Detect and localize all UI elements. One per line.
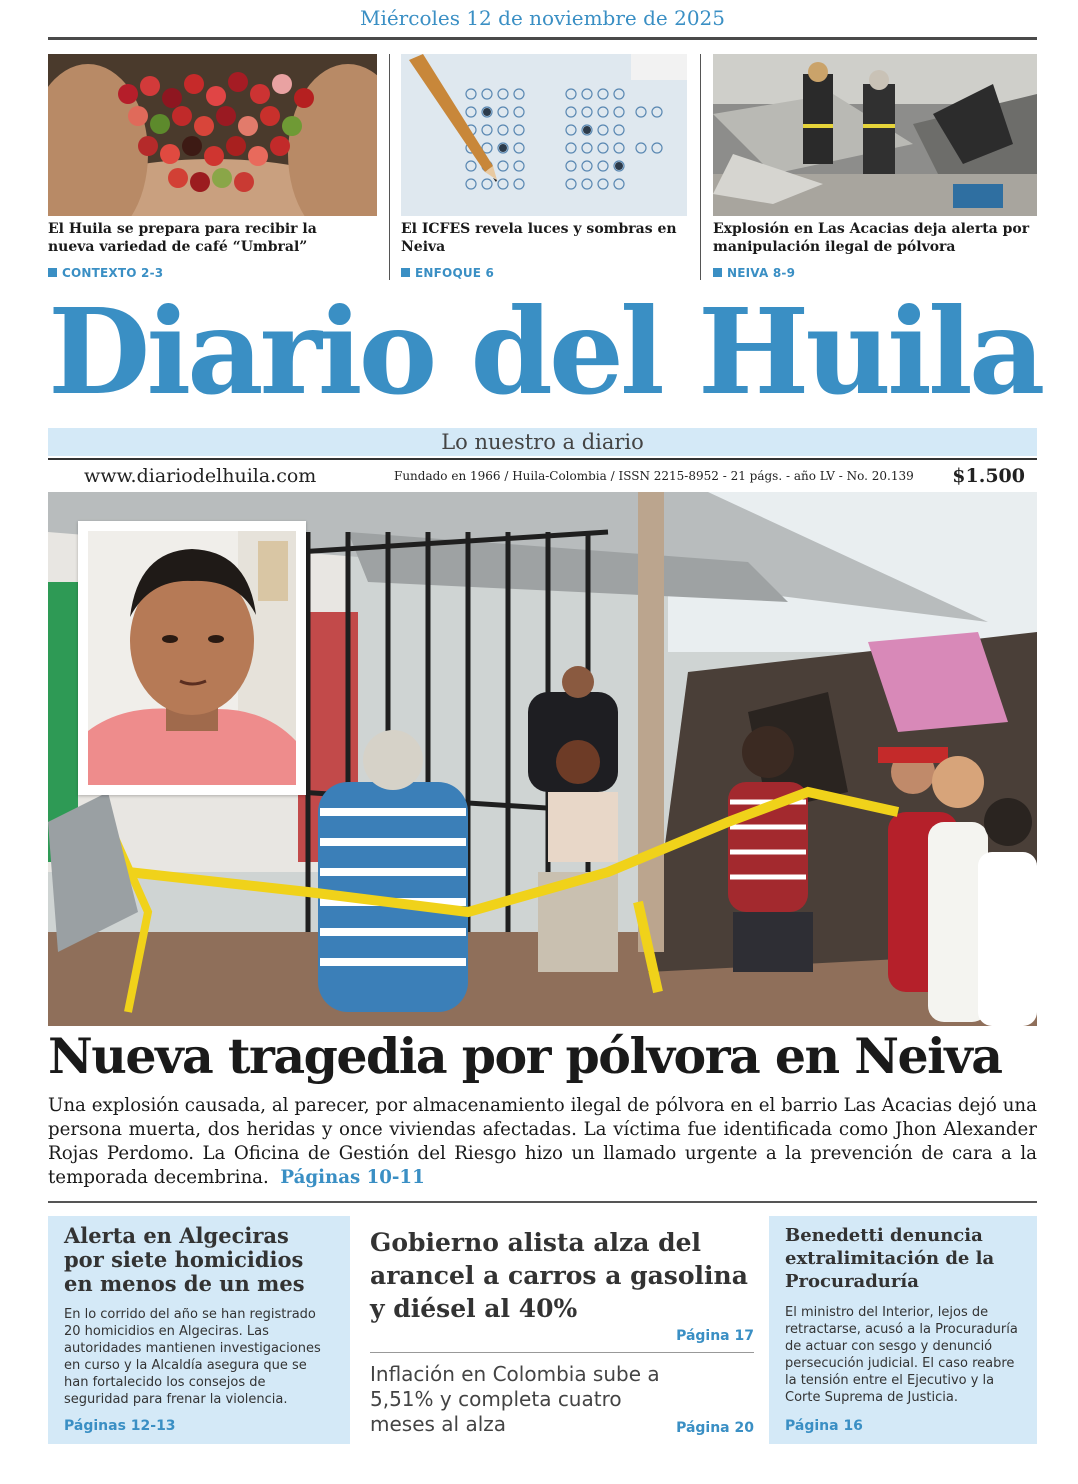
section-marker-icon <box>48 268 57 277</box>
teaser-section <box>713 266 795 280</box>
publication-info: Fundado en 1966 / Huila-Colombia / ISSN 2215-8952 - 21 págs. - año LV - No. 20.139 <box>394 469 914 483</box>
explosion-scene-photo <box>713 54 1037 216</box>
lead-page-ref[interactable]: Páginas 10-11 <box>280 1167 425 1188</box>
price: $1.500 <box>952 465 1025 487</box>
info-row <box>48 462 1037 490</box>
lead-rule <box>48 1201 1037 1203</box>
teaser-section <box>48 266 163 280</box>
column-divider <box>700 54 701 280</box>
teaser-section-label: NEIVA 8-9 <box>727 266 796 280</box>
answer-sheet-photo <box>401 54 687 216</box>
teaser-headline: El ICFES revela luces y sombras en Neiva <box>401 221 677 255</box>
center-sub-headline[interactable]: Inflación en Colombia sube a 5,51% y completa cuatro meses al alza <box>370 1362 660 1436</box>
edition-date: Miércoles 12 de noviembre de 2025 <box>359 6 726 30</box>
center-headline[interactable]: Gobierno alista alza del arancel a carros a gasolina y diésel al 40% <box>370 1228 748 1323</box>
lead-text: Una explosión causada, al parecer, por almacenamiento ilegal de pólvora en el barrio Las Acacias dejó una persona muerta, dos heridas y once viviendas afectadas. La víctima fue identificada como Jhon Alexander Rojas Perdomo. La Oficina de Gestión del Riesgo hizo un llamado urgente a la prevención de cara a la temporada decembrina. <box>48 1095 1037 1188</box>
top-rule <box>48 37 1037 40</box>
teaser-section <box>401 266 494 280</box>
center-stories <box>370 1216 754 1444</box>
box-body: En lo corrido del año se han registrado 20 homicidios en Algeciras. Las autoridades mantienen investigaciones en curso y la Alcaldía asegura que se han fortalecido los consejos de seguridad para frenar la violencia. <box>64 1307 321 1407</box>
teaser-section-label: ENFOQUE 6 <box>415 266 495 280</box>
box-headline: Benedetti denuncia extralimitación de la Procuraduría <box>785 1225 995 1292</box>
info-rule <box>48 458 1037 460</box>
teaser-headline: Explosión en Las Acacias deja alerta por manipulación ilegal de pólvora <box>713 221 1030 255</box>
column-divider <box>389 54 390 280</box>
main-headline[interactable]: Nueva tragedia por pólvora en Neiva <box>48 1027 1002 1085</box>
box-body: El ministro del Interior, lejos de retractarse, acusó a la Procuraduría de actuar con sesgo y denunció persecución judicial. El caso reabre la tensión entre el Ejecutivo y la Corte Suprema de Justicia. <box>785 1305 1018 1405</box>
tagline: Lo nuestro a diario <box>48 428 1037 456</box>
section-marker-icon <box>713 268 722 277</box>
website-link[interactable]: www.diariodelhuila.com <box>84 465 317 487</box>
victim-portrait <box>78 521 306 795</box>
center-page-ref[interactable]: Página 17 <box>676 1328 754 1344</box>
newspaper-logo: Diario del Huila <box>48 282 1042 421</box>
story-box-algeciras[interactable] <box>48 1216 350 1444</box>
center-sub-page-ref[interactable]: Página 20 <box>676 1420 754 1436</box>
box-page-ref[interactable]: Página 16 <box>785 1418 863 1434</box>
story-box-benedetti[interactable] <box>769 1216 1037 1444</box>
box-page-ref[interactable]: Páginas 12-13 <box>64 1418 176 1434</box>
main-lead <box>48 1094 1037 1190</box>
teaser-section-label: CONTEXTO 2-3 <box>62 266 164 280</box>
section-marker-icon <box>401 268 410 277</box>
box-headline: Alerta en Algeciras por siete homicidios en menos de un mes <box>64 1223 305 1296</box>
center-divider <box>370 1352 754 1353</box>
coffee-photo <box>48 54 377 216</box>
teaser-headline: El Huila se prepara para recibir la nueva variedad de café “Umbral” <box>48 221 317 255</box>
